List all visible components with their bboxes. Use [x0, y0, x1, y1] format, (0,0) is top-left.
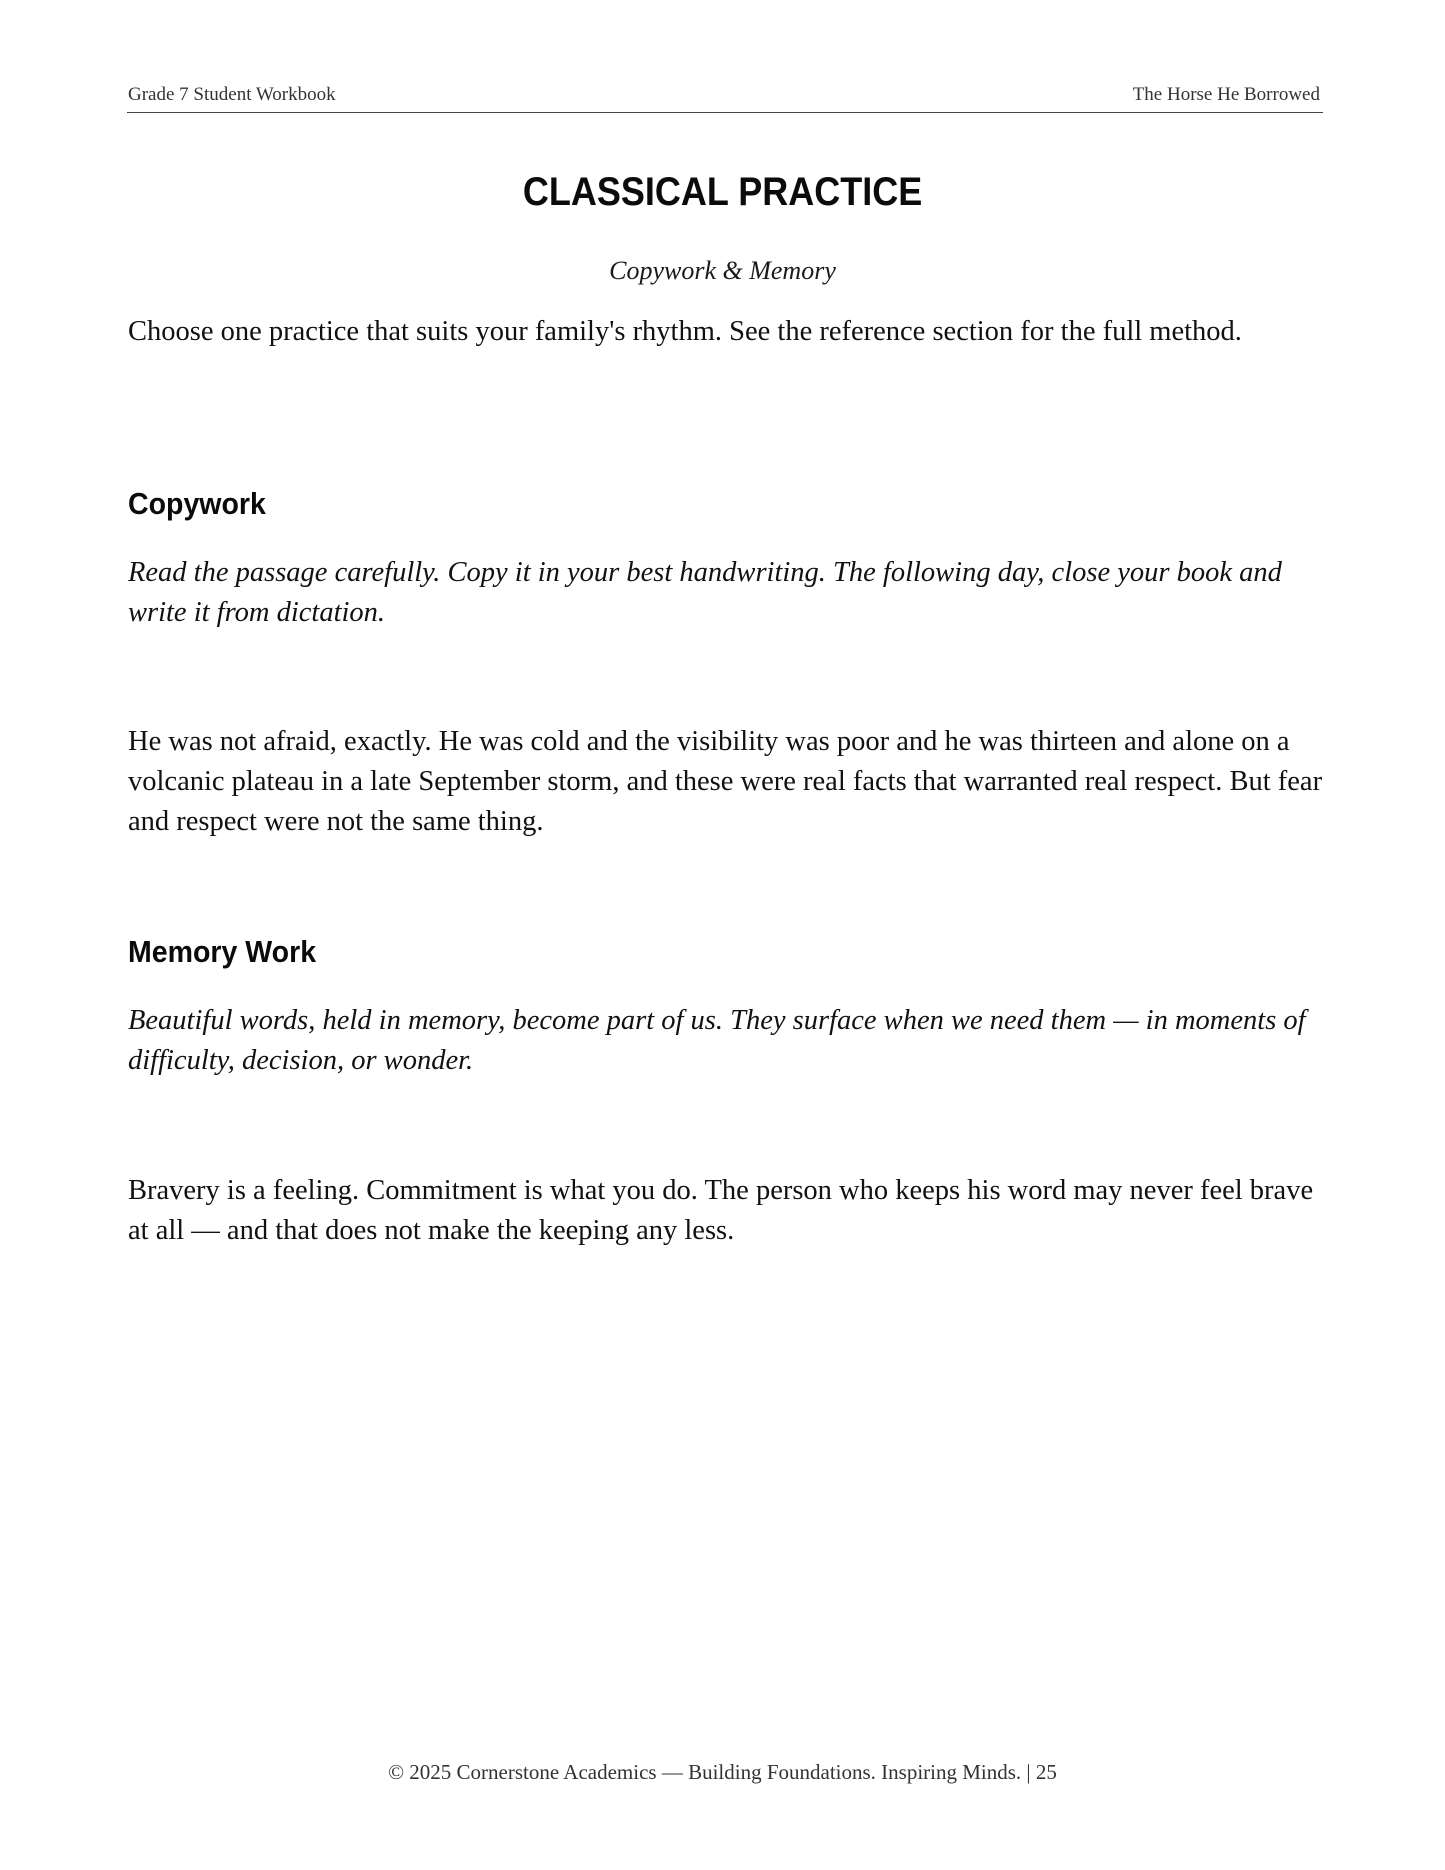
header-book-title: The Horse He Borrowed	[1132, 84, 1320, 105]
page-title: CLASSICAL PRACTICE	[522, 170, 923, 214]
copywork-passage: He was not afraid, exactly. He was cold and the visibility was poor and he was thirteen and alone on a volcanic plateau in a late September storm, and these were real facts that warranted real respect. But fear and respect were not the same thing.	[128, 726, 1323, 837]
page-footer: © 2025 Cornerstone Academics — Building Foundations. Inspiring Minds. | 25	[388, 1760, 1057, 1784]
copywork-instructions: Read the passage carefully. Copy it in your best handwriting. The following day, close your book and write it from dictation.	[128, 557, 1282, 628]
running-header	[127, 84, 1323, 113]
copywork-heading: Copywork	[128, 486, 266, 521]
memory-work-instructions: Beautiful words, held in memory, become part of us. They surface when we need them — in moments of difficulty, decision, or wonder.	[128, 1005, 1306, 1076]
page-subtitle: Copywork & Memory	[609, 256, 836, 285]
memory-work-passage: Bravery is a feeling. Commitment is what you do. The person who keeps his word may never feel brave at all — and that does not make the keeping any less.	[128, 1175, 1314, 1246]
memory-work-heading: Memory Work	[128, 934, 317, 969]
header-workbook-title: Grade 7 Student Workbook	[128, 84, 336, 105]
intro-paragraph: Choose one practice that suits your family's rhythm. See the reference section for the full method.	[128, 316, 1242, 347]
